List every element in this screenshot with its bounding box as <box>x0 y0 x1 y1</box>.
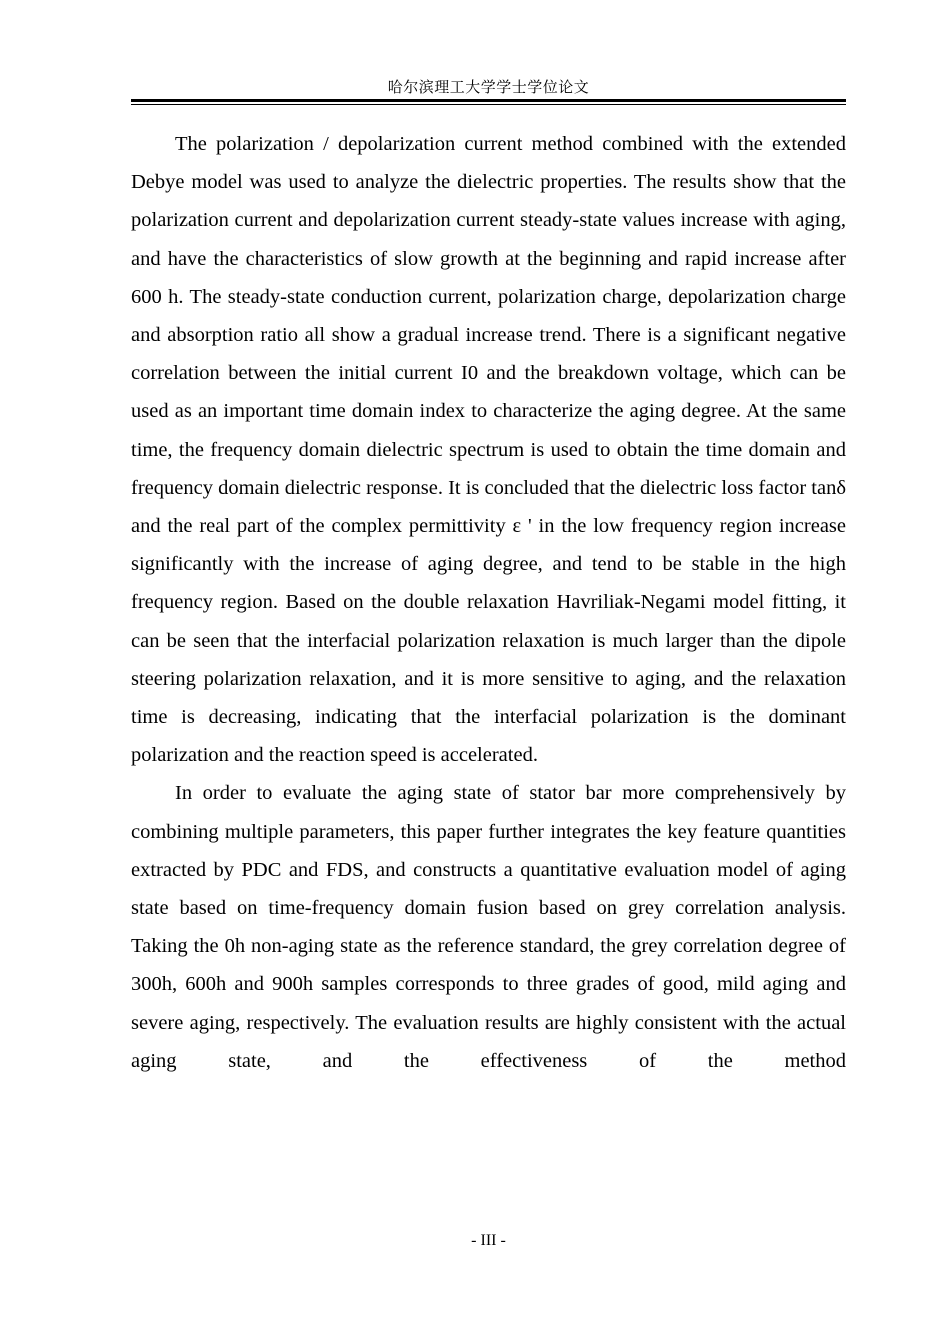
page-header-title: 哈尔滨理工大学学士学位论文 <box>387 80 590 96</box>
paragraph-2: In order to evaluate the aging state of stator bar more comprehensively by combining multiple parameters, this paper further integrates the key feature quantities extracted by PDC and FDS, and constructs a quantitative evaluation model of aging state based on time-frequency domain fusion based on grey correlation analysis. Taking the 0h non-aging state as the reference standard, the grey correlation degree of 300h, 600h and 900h samples corresponds to three grades of good, mild aging and severe aging, respectively. The evaluation results are highly consistent with the actual aging state, and the effectiveness of the method <box>131 782 846 1072</box>
page-number: - III - <box>471 1232 506 1249</box>
header-rule-thick <box>131 99 846 102</box>
paragraph-1: The polarization / depolarization current method combined with the extended Debye model was used to analyze the dielectric properties. The results show that the polarization current and depolarization current steady-state values increase with aging, and have the characteristics of slow growth at the beginning and rapid increase after 600 h. The steady-state conduction current, polarization charge, depolarization charge and absorption ratio all show a gradual increase trend. There is a significant negative correlation between the initial current I0 and the breakdown voltage, which can be used as an important time domain index to characterize the aging degree. At the same time, the frequency domain dielectric spectrum is used to obtain the time domain and frequency domain dielectric response. It is concluded that the dielectric loss factor tanδ and the real part of the complex permittivity ε ' in the low frequency region increase significantly with the increase of aging degree, and tend to be stable in the high frequency region. Based on the double relaxation Havriliak-Negami model fitting, it can be seen that the interfacial polarization relaxation is much larger than the dipole steering polarization relaxation, and it is more sensitive to aging, and the relaxation time is decreasing, indicating that the interfacial polarization is the dominant polarization and the reaction speed is accelerated. <box>131 133 846 767</box>
abstract-body <box>131 125 846 1080</box>
header-rule-thin <box>131 104 846 105</box>
